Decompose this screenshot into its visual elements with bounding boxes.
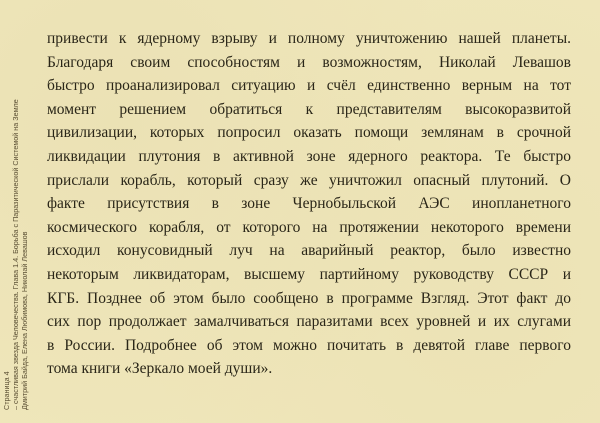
text-line: КГБ. Позднее об этом было сообщено в программе Взгляд. Этот факт до: [47, 289, 571, 307]
text-line: факте присутствия в зоне Чернобыльской АЭС инопланетного: [47, 195, 571, 213]
text-line: ликвидации плутония в активной зоне ядерного реактора. Те быстро: [47, 147, 571, 165]
text-line: быстро проанализировал ситуацию и счёл единственно верным на тот: [47, 77, 571, 95]
margin-authors: Дмитрий Байда, Елена Любимова, Николай Левашов: [20, 231, 29, 410]
text-line: прислали корабль, который сразу же уничтожил опасный плутоний. О: [47, 171, 571, 189]
text-line: Благодаря своим способностям и возможностям, Николай Левашов: [47, 53, 571, 71]
text-line: тома книги «Зеркало моей души».: [47, 360, 273, 378]
text-line: исходил конусовидный луч на аварийный реактор, было известно: [47, 242, 571, 260]
margin-page-number: Страница 4: [2, 371, 11, 410]
text-line: момент решением обратиться к представителям высокоразвитой: [47, 100, 571, 118]
body-text: [47, 27, 571, 381]
text-line: некоторым ликвидаторам, высшему партийному руководству СССР и: [47, 265, 571, 283]
page-margin: [0, 0, 44, 423]
margin-running-header: [2, 10, 29, 410]
text-line: сих пор продолжает замалчиваться паразитами всех уровней и их слугами: [47, 313, 571, 331]
margin-chapter-title: – счастливая звезда Человечества. Глава 1.4. Борьба с Паразитической Системой на Земле: [11, 99, 20, 410]
text-line: в России. Подробнее об этом можно почитать в девятой главе первого: [47, 336, 571, 354]
text-line: цивилизации, которых попросил оказать помощи землянам в срочной: [47, 124, 571, 142]
text-line: привести к ядерному взрыву и полному уничтожению нашей планеты.: [47, 30, 571, 47]
text-line: космического корабля, от которого на протяжении некоторого времени: [47, 218, 571, 236]
